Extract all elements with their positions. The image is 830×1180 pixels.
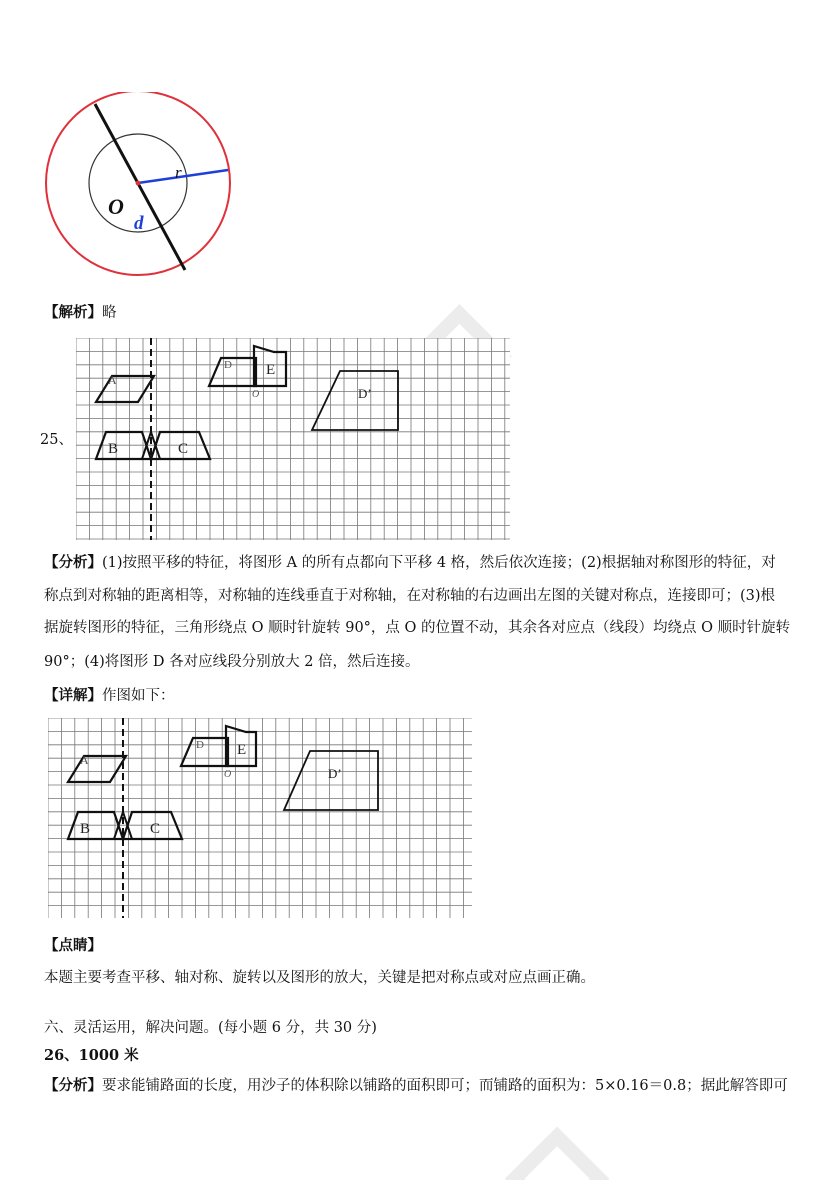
q25-fenxi-line-3: 据旋转图形的特征，三角形绕点 O 顺时针旋转 90°，点 O 的位置不动，其余各对应点（线段）均绕点 O 顺时针旋转 xyxy=(44,620,791,636)
label-a: A xyxy=(108,373,117,387)
label-o-point: O xyxy=(224,769,232,780)
q25-fenxi-line-4: 90°；(4)将图形 D 各对应线段分别放大 2 倍，然后连接。 xyxy=(44,654,420,670)
analysis-tag: 【解析】 xyxy=(44,304,102,321)
label-e: E xyxy=(237,742,247,758)
grid-figure-2 xyxy=(48,718,472,918)
diameter-line xyxy=(95,104,185,270)
label-d-prime: D’ xyxy=(358,386,372,401)
q25-fenxi-line-1 xyxy=(44,553,776,573)
q25-dianjing-tag: 【点睛】 xyxy=(44,937,102,954)
q24-analysis xyxy=(44,303,117,323)
analysis-text: 略 xyxy=(102,305,117,321)
label-d-small: D xyxy=(224,359,232,371)
label-b: B xyxy=(80,821,91,837)
fenxi-text: 要求能铺路面的长度，用沙子的体积除以铺路的面积即可；而铺路的面积为：5×0.16＝0.8；据此解答即可 xyxy=(102,1078,788,1094)
label-o: O xyxy=(108,194,124,219)
q25-number: 25、 xyxy=(40,432,73,448)
fenxi-text: (1)按照平移的特征，将图形 A 的所有点都向下平移 4 格，然后依次连接；(2)根据轴对称图形的特征，对 xyxy=(102,555,776,571)
fenxi-tag: 【分析】 xyxy=(44,554,102,571)
label-r: r xyxy=(175,163,182,182)
label-d-prime: D’ xyxy=(328,766,342,781)
q26-fenxi xyxy=(44,1076,788,1096)
center-point xyxy=(136,181,141,186)
label-c: C xyxy=(150,821,161,837)
label-b: B xyxy=(108,441,119,457)
label-d: d xyxy=(134,213,144,234)
grid-figure-1 xyxy=(76,338,510,540)
radius-line xyxy=(138,170,228,183)
q25-dianjing-text: 本题主要考查平移、轴对称、旋转以及图形的放大，关键是把对称点或对应点画正确。 xyxy=(44,970,595,986)
label-c: C xyxy=(178,441,189,457)
label-a: A xyxy=(80,753,89,767)
label-o-point: O xyxy=(252,389,260,400)
q26-answer: 26、1000 米 xyxy=(44,1047,139,1064)
fenxi-tag: 【分析】 xyxy=(44,1077,102,1094)
xiangjie-text: 作图如下： xyxy=(102,688,175,704)
section-6-title: 六、灵活运用，解决问题。(每小题 6 分，共 30 分) xyxy=(44,1020,377,1036)
label-e: E xyxy=(266,362,276,378)
circle-diagram xyxy=(38,92,242,282)
label-d-small: D xyxy=(196,739,204,751)
q25-xiangjie xyxy=(44,686,175,706)
q25-fenxi-line-2: 称点到对称轴的距离相等，对称轴的连线垂直于对称轴，在对称轴的右边画出左图的关键对称点，连接即可；(3)根 xyxy=(44,588,776,604)
xiangjie-tag: 【详解】 xyxy=(44,687,102,704)
